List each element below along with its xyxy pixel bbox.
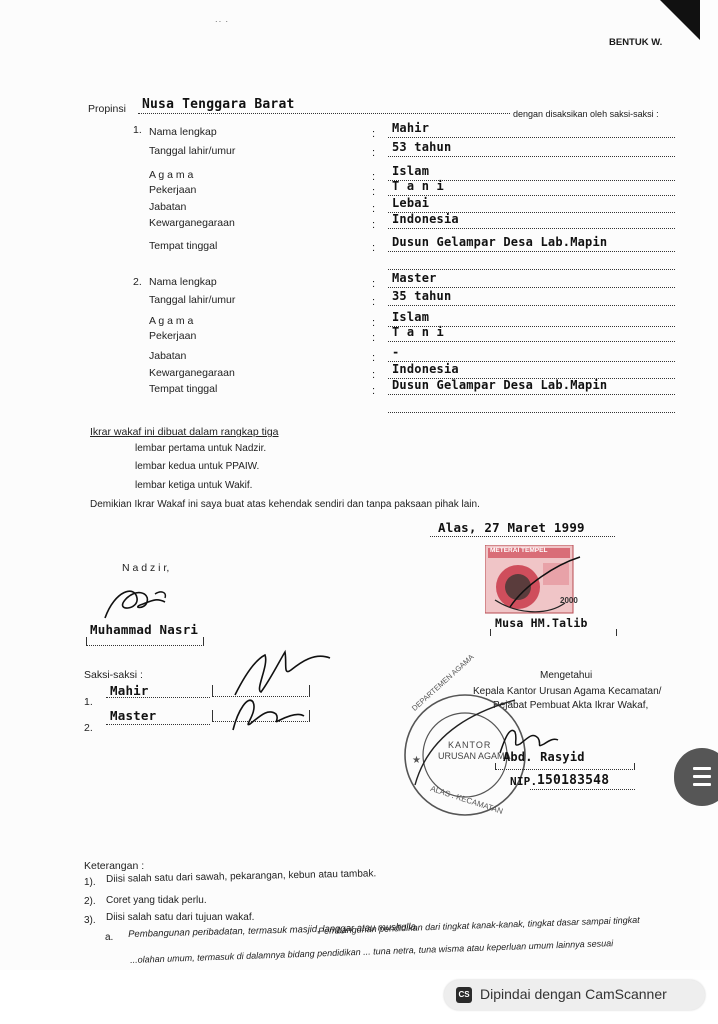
- place-date: Alas, 27 Maret 1999: [438, 520, 585, 535]
- witness2-value: Islam: [392, 310, 430, 324]
- witness1-dotted-line: [388, 228, 675, 229]
- witness1-value: Mahir: [392, 121, 430, 135]
- nadzir-name-bracket: [86, 637, 204, 646]
- province-value: Nusa Tenggara Barat: [142, 97, 295, 112]
- stamp-year: 2000: [560, 596, 578, 605]
- witness1-label: Tanggal lahir/umur: [149, 145, 236, 157]
- witness2-label: Kewarganegaraan: [149, 367, 235, 379]
- copy-item-2: lembar kedua untuk PPAIW.: [135, 461, 260, 472]
- seal-ring-top: DEPARTEMEN AGAMA: [410, 652, 476, 713]
- seal-ring-bottom: ALAS . KECAMATAN: [429, 784, 505, 816]
- saksi-1-name: Mahir: [110, 683, 149, 698]
- saksi-2-name: Master: [110, 708, 157, 723]
- colon-separator: :: [372, 296, 376, 308]
- witness1-value: Indonesia: [392, 212, 459, 226]
- colon-separator: :: [372, 128, 376, 140]
- official-nip: 150183548: [537, 773, 610, 788]
- menu-icon-bar: [693, 775, 711, 778]
- colon-separator: :: [372, 278, 376, 290]
- colon-separator: :: [372, 369, 376, 381]
- witness2-dotted-line: [388, 305, 675, 306]
- colon-separator: :: [372, 186, 376, 198]
- witness1-dotted-line: [388, 156, 675, 157]
- official-nip-label: NIP.: [510, 775, 538, 788]
- official-nip-line: [530, 789, 635, 790]
- witness2-value: Indonesia: [392, 362, 459, 376]
- camscanner-logo-icon: CS: [456, 987, 472, 1003]
- copy-item-3: lembar ketiga untuk Wakif.: [135, 480, 253, 491]
- note-1-text: Diisi salah satu dari sawah, pekarangan, kebun atau tambak.: [106, 868, 377, 885]
- note-3a-text: Pembangunan peribadatan, termasuk masjid, langgar atau musholla.: [128, 921, 419, 940]
- official-known: Mengetahui: [540, 670, 593, 681]
- official-title-2: Pejabat Pembuat Akta Ikrar Wakaf,: [493, 700, 649, 711]
- declaration-text: Demikian Ikrar Wakaf ini saya buat atas kehendak sendiri dan tanpa paksaan pihak lain.: [90, 499, 480, 510]
- witness1-address-line-2: [388, 269, 675, 270]
- colon-separator: :: [372, 203, 376, 215]
- witness1-label: Tempat tinggal: [149, 240, 218, 252]
- official-title-1: Kepala Kantor Urusan Agama Kecamatan/: [473, 686, 662, 697]
- note-continuation-1: Pembangunan pendidikan dari tingkat kanak-kanak, tingkat dasar sampai tingkat: [318, 914, 640, 936]
- witness1-label: Kewarganegaraan: [149, 217, 235, 229]
- camscanner-badge[interactable]: [444, 980, 705, 1010]
- camscanner-text: Dipindai dengan CamScanner: [480, 986, 667, 1002]
- colon-separator: :: [372, 171, 376, 183]
- stamp-top-text: METERAI TEMPEL: [490, 547, 548, 554]
- colon-separator: :: [372, 242, 376, 254]
- menu-icon-bar: [693, 767, 711, 770]
- witness-intro: dengan disaksikan oleh saksi-saksi :: [513, 109, 659, 119]
- witness1-label: Jabatan: [149, 201, 187, 213]
- note-2-text: Coret yang tidak perlu.: [106, 895, 207, 906]
- saksi-1-number: 1.: [84, 696, 93, 708]
- form-code: BENTUK W.: [609, 37, 663, 48]
- witness2-value: 35 tahun: [392, 289, 452, 303]
- witness1-value: T a n i: [392, 179, 444, 193]
- seal-star: ★: [412, 755, 421, 766]
- witness1-label: Nama lengkap: [149, 126, 217, 138]
- saksi-2-line: [106, 724, 210, 725]
- witness1-value: Dusun Gelampar Desa Lab.Mapin: [392, 235, 608, 249]
- province-label: Propinsi: [88, 103, 126, 115]
- meterai-stamp: [485, 545, 585, 620]
- note-3-text: Diisi salah satu dari tujuan wakaf.: [106, 912, 255, 923]
- official-name: Abd. Rasyid: [503, 750, 585, 764]
- witness2-value: Dusun Gelampar Desa Lab.Mapin: [392, 378, 608, 392]
- page-corner-shadow: [640, 0, 700, 40]
- colon-separator: :: [372, 147, 376, 159]
- witness2-dotted-line: [388, 341, 675, 342]
- note-continuation-2: ...olahan umum, termasuk di dalamnya bidang pendidikan ... tuna netra, tuna wisma atau keperluan umum lainnya sesuai: [130, 938, 614, 965]
- copies-heading: Ikrar wakaf ini dibuat dalam rangkap tiga: [90, 426, 279, 438]
- official-name-bracket: [495, 763, 635, 770]
- saksi-2-signature: [228, 690, 308, 735]
- colon-separator: :: [372, 385, 376, 397]
- witness1-value: Islam: [392, 164, 430, 178]
- saksi-2-number: 2.: [84, 722, 93, 734]
- witness1-number: 1.: [133, 124, 142, 136]
- wakif-name-bracket: [490, 629, 617, 636]
- witness2-value: Master: [392, 271, 437, 285]
- witness1-value: 53 tahun: [392, 140, 452, 154]
- witness1-value: Lebai: [392, 196, 430, 210]
- witness2-label: A g a m a: [149, 315, 194, 327]
- witness2-value: -: [392, 345, 400, 359]
- nadzir-label: N a d z i r,: [122, 562, 170, 574]
- menu-icon-bar: [693, 783, 711, 786]
- witness1-dotted-line: [388, 137, 675, 138]
- notes-heading: Keterangan :: [84, 860, 145, 872]
- witness1-label: A g a m a: [149, 169, 194, 181]
- note-3-number: 3).: [84, 915, 96, 926]
- seal-line-2: URUSAN AGAMA: [438, 751, 511, 761]
- saksi-label: Saksi-saksi :: [84, 669, 143, 681]
- note-3a-letter: a.: [105, 932, 114, 943]
- nadzir-name: Muhammad Nasri: [90, 622, 199, 637]
- witness2-label: Nama lengkap: [149, 276, 217, 288]
- witness2-number: 2.: [133, 276, 142, 288]
- wakif-name: Musa HM.Talib: [495, 616, 588, 630]
- witness2-label: Tempat tinggal: [149, 383, 218, 395]
- saksi-1-line: [106, 697, 210, 698]
- seal-line-1: KANTOR: [448, 740, 492, 750]
- note-1-number: 1).: [84, 877, 96, 888]
- witness2-dotted-line: [388, 394, 675, 395]
- nadzir-signature: [95, 580, 185, 625]
- scan-marks: ˙˙ ˙: [215, 20, 230, 32]
- colon-separator: :: [372, 219, 376, 231]
- witness2-label: Pekerjaan: [149, 330, 197, 342]
- copy-item-1: lembar pertama untuk Nadzir.: [135, 443, 267, 454]
- province-dotted-line: [138, 113, 510, 114]
- place-date-line: [430, 536, 615, 537]
- colon-separator: :: [372, 352, 376, 364]
- colon-separator: :: [372, 317, 376, 329]
- witness2-value: T a n i: [392, 325, 444, 339]
- colon-separator: :: [372, 332, 376, 344]
- witness1-dotted-line: [388, 251, 675, 252]
- witness2-label: Jabatan: [149, 350, 187, 362]
- witness1-dotted-line: [388, 195, 675, 196]
- witness2-label: Tanggal lahir/umur: [149, 294, 236, 306]
- note-2-number: 2).: [84, 896, 96, 907]
- witness1-label: Pekerjaan: [149, 184, 197, 196]
- witness2-dotted-line: [388, 287, 675, 288]
- witness2-address-line-2: [388, 412, 675, 413]
